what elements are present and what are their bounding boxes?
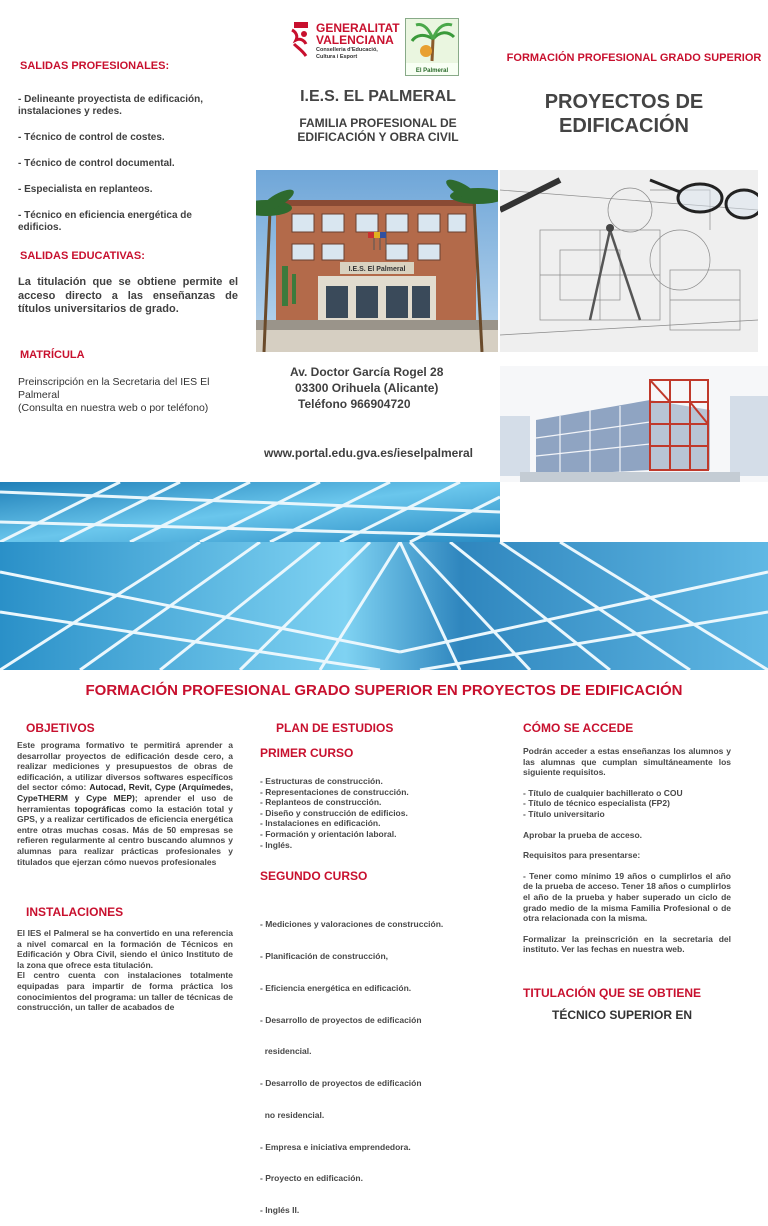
list-item: - Empresa e iniciativa emprendedora.	[260, 1141, 411, 1152]
list-item: - Instalaciones en edificación.	[260, 818, 381, 829]
list-item: - Formación y orientación laboral.	[260, 828, 397, 839]
titulacion-value: TÉCNICO SUPERIOR EN	[552, 1008, 693, 1022]
list-item: - Diseño y construcción de edificios.	[260, 807, 408, 818]
list-item: - Título de cualquier bachillerato o COU	[523, 787, 683, 798]
building-sign: I.E.S. El Palmeral	[348, 266, 406, 273]
generalitat-emblem-icon	[290, 20, 312, 60]
list-item: - Inglés II.	[260, 1205, 300, 1216]
objetivos-p1: Este programa formativo te permitirá aprender a desarrollar proyectos de edificación desde cero, a realizar mediciones y presupuestos de obras de edificación, a utilizar diversos softwares específicos del sector cómo:	[17, 740, 233, 793]
matricula-note: (Consulta en nuestra web o por teléfono)	[18, 402, 209, 414]
salidas-educativas-text: La titulación que se obtiene permite el acceso directo a las enseñanzas de títulos universitarios de grado.	[18, 276, 238, 315]
fp-tag: FORMACIÓN PROFESIONAL GRADO SUPERIOR	[506, 52, 762, 64]
left-panel	[0, 0, 256, 482]
instalaciones-p2: El centro cuenta con instalaciones totalmente equipadas para impartir de forma práctica los conocimientos del programa: un taller de técnicas de construcción, un taller de acabados de	[17, 970, 233, 1013]
objetivos-heading: OBJETIVOS	[26, 721, 95, 735]
address-line2: 03300 Orihuela (Alicante)	[295, 381, 439, 395]
list-item: - Proyecto en edificación.	[260, 1173, 363, 1184]
plan-heading: PLAN DE ESTUDIOS	[276, 721, 394, 735]
list-item: - Mediciones y valoraciones de construcción.	[260, 919, 444, 930]
building-render-image	[500, 366, 768, 482]
address-line1: Av. Doctor García Rogel 28	[290, 365, 444, 379]
website-link[interactable]: www.portal.edu.gva.es/ieselpalmeral	[264, 446, 473, 460]
palmeral-logo-text: El Palmeral	[415, 68, 449, 74]
gva-sub1: Conselleria d'Educació,	[316, 47, 378, 53]
salida-item: - Delineante proyectista de edificación, instalaciones y redes.	[18, 94, 204, 117]
accede-text	[523, 746, 731, 955]
glass-facade-banner-top	[0, 482, 500, 542]
instalaciones-text	[17, 928, 233, 1013]
instalaciones-heading: INSTALACIONES	[26, 905, 124, 919]
palm-tree-icon	[406, 19, 458, 63]
family-line2: EDIFICACIÓN Y OBRA CIVIL	[297, 130, 459, 144]
generalitat-logo	[290, 20, 400, 70]
list-item: - Desarrollo de proyectos de edificación	[260, 1078, 422, 1089]
title-line2: EDIFICACIÓN	[559, 115, 689, 137]
list-item: - Desarrollo de proyectos de edificación	[260, 1014, 422, 1025]
list-item: - Inglés.	[260, 839, 293, 850]
family-line1: FAMILIA PROFESIONAL DE	[299, 116, 457, 130]
salidas-profesionales-heading: SALIDAS PROFESIONALES:	[20, 60, 170, 72]
gva-line2: VALENCIANA	[316, 33, 394, 47]
matricula-heading: MATRÍCULA	[20, 349, 85, 361]
list-item: - Representaciones de construcción.	[260, 786, 409, 797]
matricula-text: Preinscripción en la Secretaria del IES El Palmeral	[18, 376, 210, 401]
objetivos-text	[17, 740, 233, 867]
primer-curso-list	[260, 776, 500, 850]
salidas-educativas-heading: SALIDAS EDUCATIVAS:	[20, 250, 145, 262]
objetivos-software: Autocad, Revit, Cype (Arquímedes, CypeTHERM y Cype MEP)	[17, 782, 233, 803]
objetivos-p3: como la estación total y GPS, y a realizar certificados de eficiencia energética entre otras muchas cosas. Más de 50 empresas se refieren regularmente al centro buscando alumnos y alumnas para realizar prácticas profesionales y titulados que ejerzan cómo nuevos profesionales	[17, 803, 233, 867]
title-line1: PROYECTOS DE	[544, 91, 704, 113]
objetivos-p2: ; aprender el uso de herramientas	[17, 792, 233, 814]
accede-p5: Formalizar la preinscrición en la secretaria del instituto. Ver las fechas en nuestra web.	[523, 933, 731, 955]
salida-item: - Técnico de control de costes.	[18, 132, 165, 143]
salida-item: - Técnico de control documental.	[18, 158, 175, 169]
gva-line1: GENERALITAT	[316, 21, 400, 35]
gva-sub2: Cultura i Esport	[316, 54, 358, 60]
list-item: - Eficiencia energética en edificación.	[260, 982, 412, 993]
list-item: - Título de técnico especialista (FP2)	[523, 798, 670, 809]
titulacion-heading: TITULACIÓN QUE SE OBTIENE	[523, 986, 702, 1000]
blueprint-image	[500, 170, 758, 352]
salida-item: - Técnico en eficiencia energética de edificios.	[18, 210, 192, 233]
list-item: - Título universitario	[523, 808, 605, 819]
segundo-curso-list	[260, 898, 500, 1226]
school-name: I.E.S. EL PALMERAL	[300, 88, 456, 105]
instalaciones-p1: El IES el Palmeral se ha convertido en una referencia a nivel comarcal en la formación de Técnicos en Edificación y Obra Civil, siendo el único Instituto de la zona que ofrece esta titulación.	[17, 928, 233, 970]
family-name	[256, 116, 500, 144]
accede-p4: - Tener como mínimo 19 años o cumplirlos el año de la prueba de acceso. Tener 18 años o cumplirlos el año de la prueba y haber superado un ciclo de grado medio de la misma Familia Profesional o de otra relacionada con la misma.	[523, 870, 731, 924]
salida-item: - Especialista en replanteos.	[18, 184, 153, 195]
accede-heading: CÓMO SE ACCEDE	[523, 721, 634, 735]
school-building-photo	[256, 170, 498, 352]
palmeral-logo	[405, 18, 459, 76]
list-item: - Planificación de construcción,	[260, 950, 388, 961]
address-block	[290, 364, 490, 412]
glass-facade-banner	[0, 542, 768, 670]
objetivos-topograficas: topográficas	[74, 803, 126, 814]
list-item: - Replanteos de construcción.	[260, 797, 382, 808]
accede-p1: Podrán acceder a estas enseñanzas los alumnos y las alumnas que cumplan simultáneamente los siguiente requisitos.	[523, 746, 731, 778]
primer-curso-heading: PRIMER CURSO	[260, 746, 354, 760]
list-item: residencial.	[260, 1046, 312, 1057]
list-item: no residencial.	[260, 1109, 325, 1120]
list-item: - Estructuras de construcción.	[260, 776, 383, 786]
phone-line: Teléfono 966904720	[298, 397, 411, 411]
bottom-title: FORMACIÓN PROFESIONAL GRADO SUPERIOR EN PROYECTOS DE EDIFICACIÓN	[85, 682, 683, 699]
accede-p3: Requisitos para presentarse:	[523, 850, 641, 861]
segundo-curso-heading: SEGUNDO CURSO	[260, 869, 368, 883]
main-title	[500, 90, 748, 138]
accede-p2: Aprobar la prueba de acceso.	[523, 829, 643, 840]
